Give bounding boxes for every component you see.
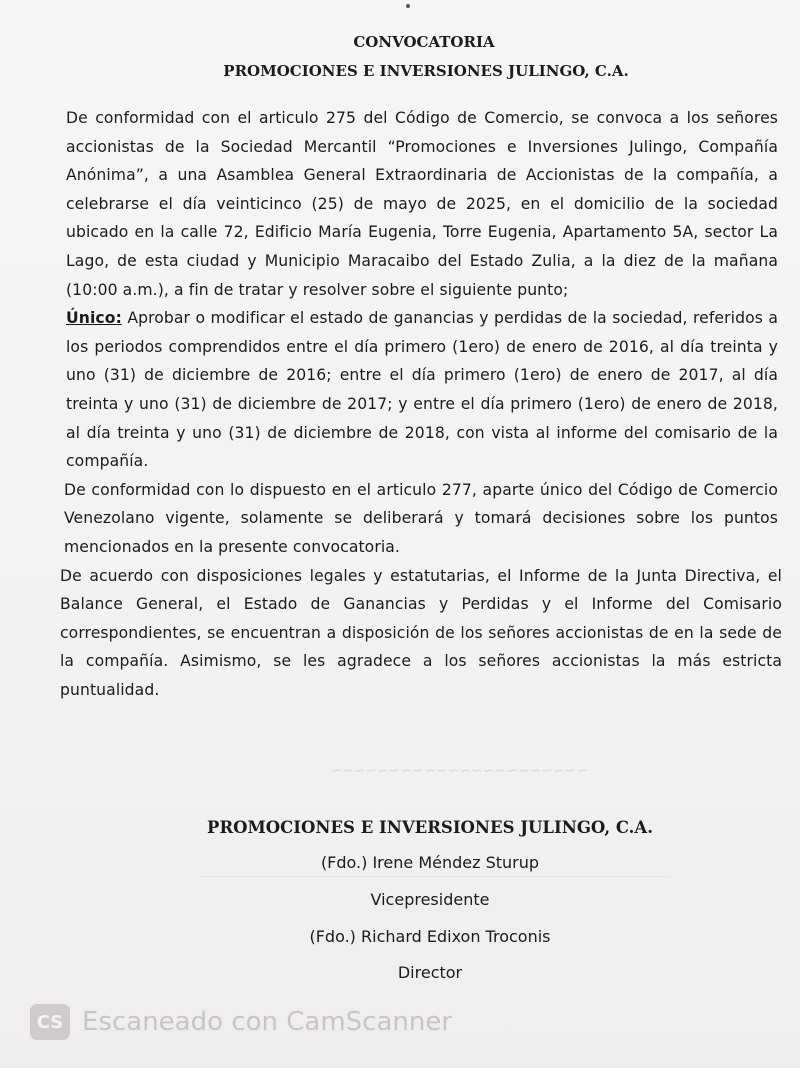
signer-2-role: Director (397, 963, 463, 982)
camscanner-logo-icon: CS (30, 1004, 70, 1040)
camscanner-watermark-text: Escaneado con CamScanner (82, 1007, 453, 1037)
signer-1-name: (Fdo.) Irene Méndez Sturup (320, 853, 540, 872)
bleed-through-mark: ~~~~~~~~~~~~~~~~~~~~~~ (330, 762, 589, 778)
signer-1-role: Vicepresidente (370, 890, 490, 909)
scan-speck (406, 4, 410, 8)
paragraph-unico (66, 304, 778, 476)
camscanner-watermark (30, 1000, 452, 1044)
company-heading: PROMOCIONES E INVERSIONES JULINGO, C.A. (223, 62, 629, 80)
paragraph-convocation: De conformidad con el articulo 275 del Código de Comercio, se convoca a los señores accionistas de la Sociedad Mercantil “Promociones e Inversiones Julingo, Compañía Anónima”, a una Asamblea General Extraordinaria de Accionistas de la compañía, a celebrarse el día veinticinco (25) de mayo de 2025, en el domicilio de la sociedad ubicado en la calle 72, Edificio María Eugenia, Torre Eugenia, Apartamento 5A, sector La Lago, de esta ciudad y Municipio Maracaibo del Estado Zulia, a la diez de la mañana (10:00 a.m.), a fin de tratar y resolver sobre el siguiente punto; (66, 109, 778, 299)
signer-2-name: (Fdo.) Richard Edixon Troconis (309, 927, 551, 946)
paragraph-documents-available: De acuerdo con disposiciones legales y estatutarias, el Informe de la Junta Directiva, el Balance General, el Estado de Ganancias y Perdidas y el Informe del Comisario correspondientes, se encuentran a disposición de los señores accionistas de en la sede de la compañía. Asimismo, se les agradece a los señores accionistas la más estricta puntualidad. (60, 566, 782, 699)
paragraph-article-277: De conformidad con lo dispuesto en el articulo 277, aparte único del Código de Comercio Venezolano vigente, solamente se deliberará y tomará decisiones sobre los puntos mencionados en la presente convocatoria. (64, 480, 778, 556)
document-title: CONVOCATORIA (353, 33, 495, 51)
signature-company: PROMOCIONES E INVERSIONES JULINGO, C.A. (207, 818, 653, 837)
document-body (60, 104, 782, 704)
unico-label: Único: (66, 309, 122, 328)
unico-text: Aprobar o modificar el estado de ganancias y perdidas de la sociedad, referidos a los periodos comprendidos entre el día primero (1ero) de enero de 2016, al día treinta y uno (31) de diciembre de 2016; entre el día primero (1ero) de enero de 2017, al día treinta y uno (31) de diciembre de 2017; y entre el día primero (1ero) de enero de 2018, al día treinta y uno (31) de diciembre de 2018, con vista al informe del comisario de la compañía. (66, 309, 778, 471)
